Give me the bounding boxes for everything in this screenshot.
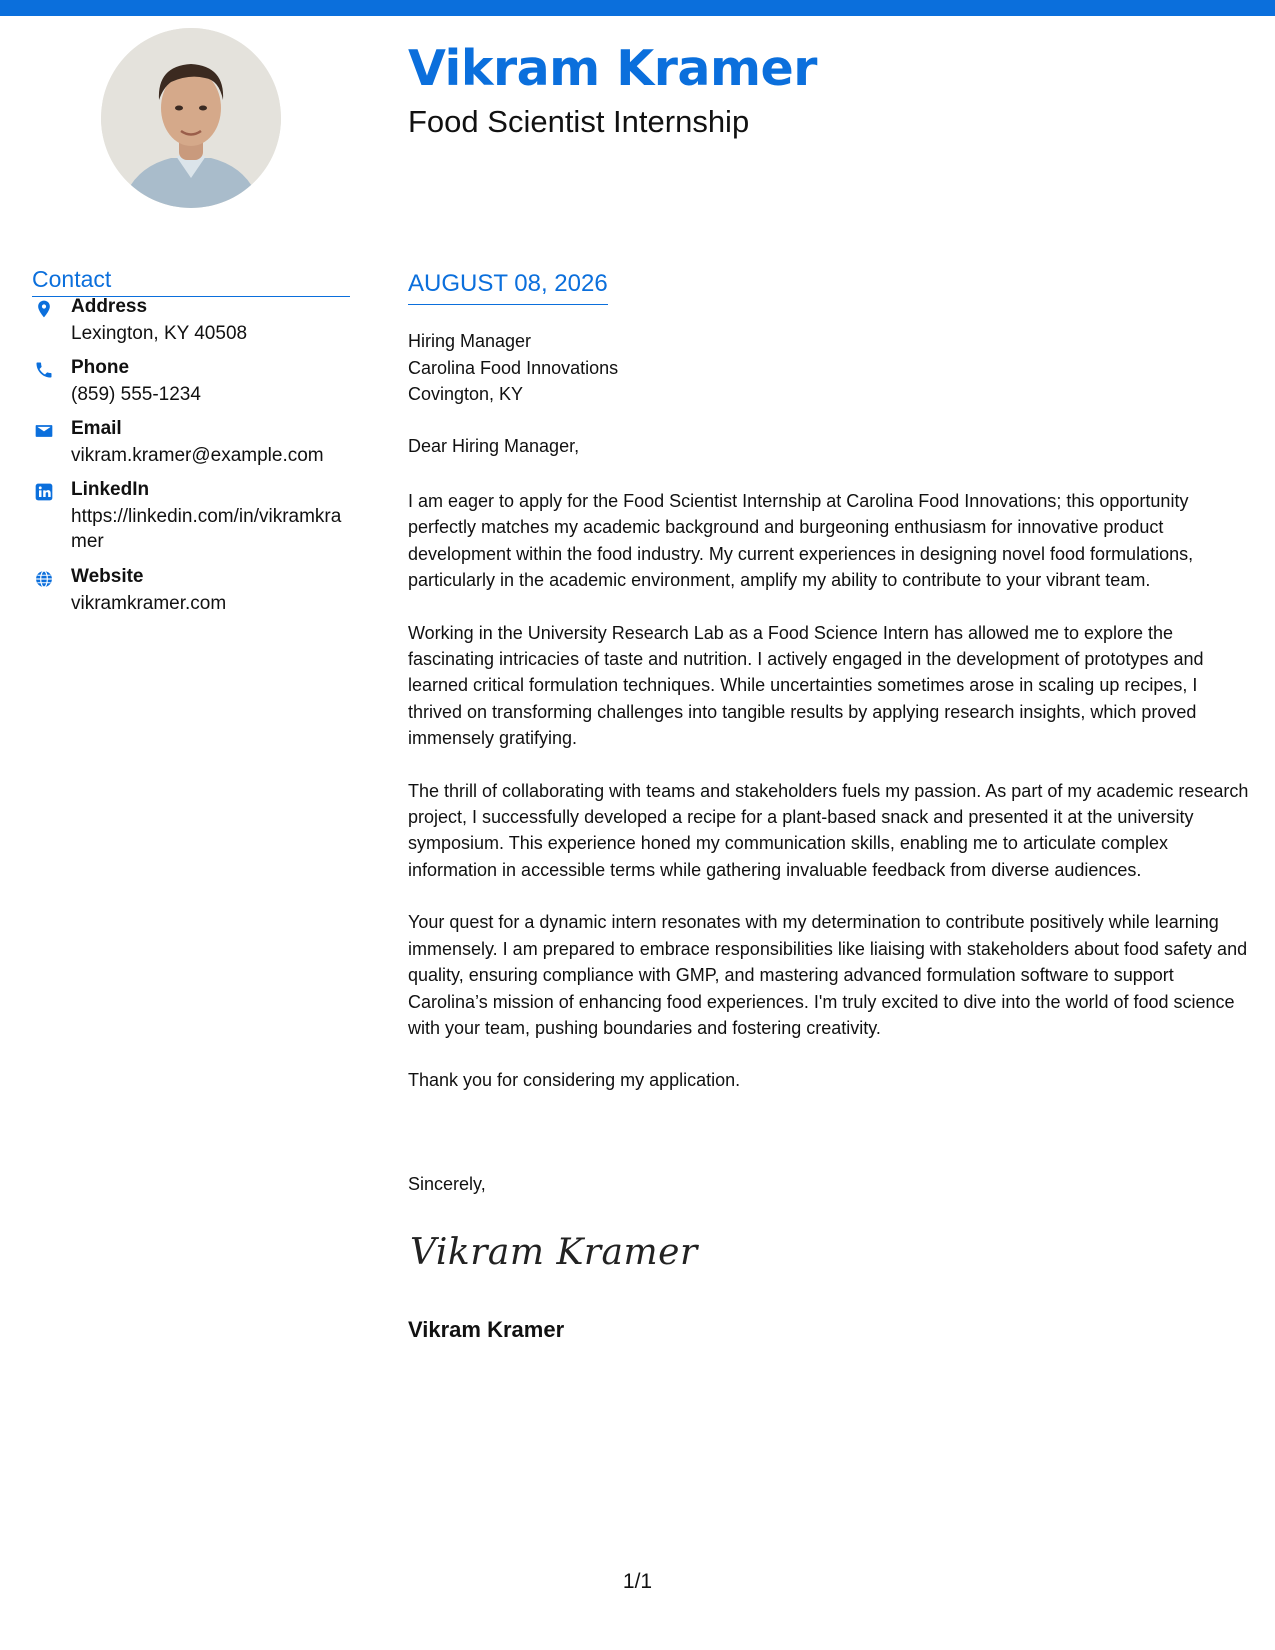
contact-value: vikram.kramer@example.com — [71, 445, 324, 466]
contact-value: (859) 555-1234 — [71, 384, 201, 405]
body-paragraph: Thank you for considering my application. — [408, 1070, 741, 1091]
contact-value: Lexington, KY 40508 — [71, 323, 248, 344]
contact-value: https://linkedin.com/in/vikramkramer — [71, 506, 342, 552]
job-title: Food Scientist Internship — [408, 104, 750, 139]
top-accent-bar — [0, 0, 1275, 16]
body-paragraph: Working in the University Research Lab as a Food Science Intern has allowed me to explore the fascinating intricacies of taste and nutrition. I actively engaged in the development of prototypes and learned critical formulation techniques. While uncertainties sometimes arose in scaling up recipes, I thrived on transforming challenges into tangible results by applying research insights, which proved immensely gratifying. — [408, 622, 1204, 749]
contact-label: Email — [71, 418, 122, 439]
linkedin-icon — [34, 482, 54, 502]
contact-label: Phone — [71, 357, 130, 378]
body-paragraph: Your quest for a dynamic intern resonates with my determination to contribute positively while learning immensely. I am prepared to embrace responsibilities like liaising with stakeholders about food safety and quality, ensuring compliance with GMP, and mastering advanced formulation software to support Carolina’s mission of enhancing food experiences. I'm truly excited to dive into the world of food science with your team, pushing boundaries and fostering creativity. — [408, 912, 1248, 1038]
recipient-line: Carolina Food Innovations — [408, 357, 619, 378]
contact-label: Website — [71, 566, 144, 587]
map-pin-icon — [34, 299, 54, 319]
letter-date: AUGUST 08, 2026 — [408, 270, 608, 305]
recipient-line: Covington, KY — [408, 384, 524, 404]
recipient-block — [408, 328, 618, 408]
applicant-name: Vikram Kramer — [408, 40, 817, 97]
contact-label: Address — [71, 296, 148, 317]
contact-heading: Contact — [32, 266, 350, 297]
contact-label: LinkedIn — [71, 479, 150, 500]
salutation: Dear Hiring Manager, — [408, 436, 580, 456]
body-paragraph: I am eager to apply for the Food Scientist Internship at Carolina Food Innovations; this opportunity perfectly matches my academic background and burgeoning enthusiasm for innovative product development within the food industry. My current experiences in designing novel food formulations, particularly in the academic environment, amplify my ability to contribute to your vibrant team. — [408, 491, 1194, 591]
recipient-line: Hiring Manager — [408, 331, 532, 351]
signed-name: Vikram Kramer — [408, 1317, 565, 1342]
contact-value: vikramkramer.com — [71, 593, 227, 614]
globe-icon — [34, 569, 54, 589]
handwritten-signature: Vikram Kramer — [410, 1232, 698, 1273]
closing: Sincerely, — [408, 1174, 486, 1194]
profile-photo — [101, 28, 281, 208]
letter-body — [408, 488, 1256, 1120]
phone-icon — [34, 360, 54, 380]
email-icon — [34, 421, 54, 441]
body-paragraph: The thrill of collaborating with teams and stakeholders fuels my passion. As part of my academic research project, I successfully developed a recipe for a plant-based snack and presented it at the university symposium. This experience honed my communication skills, enabling me to articulate complex information in accessible terms while gathering invaluable feedback from diverse audiences. — [408, 780, 1249, 880]
page-number: 1/1 — [622, 1570, 653, 1593]
